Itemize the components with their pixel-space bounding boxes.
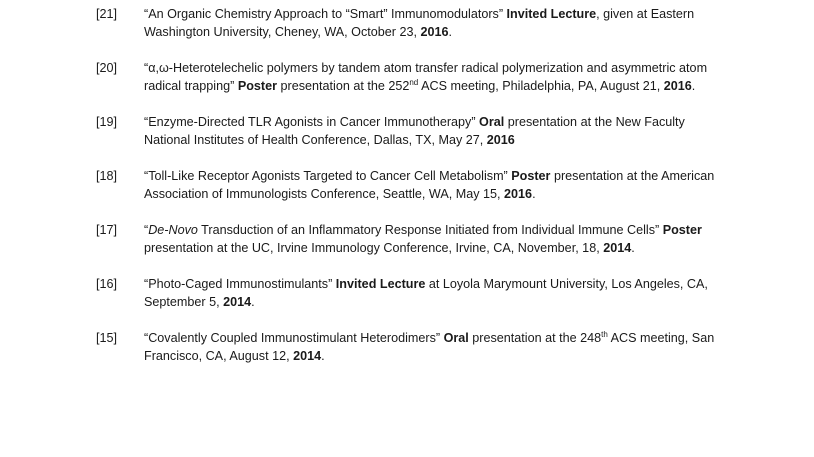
citation-text: “ <box>144 223 149 237</box>
list-item <box>0 167 814 221</box>
citation-text: . <box>448 25 453 39</box>
citation-text: ACS meeting, Philadelphia, PA, August 21, <box>418 79 664 93</box>
entry-number: [17] <box>96 223 118 237</box>
citation-text: . <box>691 79 696 93</box>
citation-text: . <box>532 187 536 201</box>
list-item <box>0 329 814 383</box>
list-item <box>0 5 814 59</box>
presentation-list <box>0 5 814 383</box>
citation-text: “Photo-Caged Immunostimulants” <box>144 277 336 291</box>
entry-citation <box>144 221 729 257</box>
entry-citation <box>144 329 729 365</box>
italic-text: De-Novo <box>148 223 198 237</box>
citation-text: at Loyola Marymount University, Los Angeles, CA, September 5, <box>144 277 708 309</box>
entry-number: [16] <box>96 277 118 291</box>
bold-text: Poster <box>662 223 702 237</box>
entry-number: [20] <box>96 61 118 75</box>
entry-citation <box>144 113 729 149</box>
superscript-text: nd <box>409 78 419 87</box>
list-item <box>0 113 814 167</box>
entry-citation <box>144 5 729 41</box>
bold-text: 2016 <box>663 79 692 93</box>
bold-text: 2016 <box>504 187 533 201</box>
citation-text: presentation at the UC, Irvine Immunology Conference, Irvine, CA, November, 18, <box>144 241 604 255</box>
bold-text: Poster <box>511 169 551 183</box>
citation-text: “Toll-Like Receptor Agonists Targeted to Cancer Cell Metabolism” <box>144 169 512 183</box>
citation-text: . <box>631 241 635 255</box>
entry-citation <box>144 275 729 311</box>
entry-number: [21] <box>96 7 118 21</box>
citation-text: . <box>321 349 325 363</box>
citation-text: “α,ω-Heterotelechelic polymers by tandem atom transfer radical polymerization and asymmetric atom radical trapping” <box>144 61 708 93</box>
bold-text: Invited Lecture <box>335 277 426 291</box>
citation-text: “Enzyme-Directed TLR Agonists in Cancer Immunotherapy” <box>144 115 480 129</box>
citation-text: presentation at the American Association of Immunologists Conference, Seattle, WA, May 15, <box>144 169 715 201</box>
bold-text: 2014 <box>293 349 322 363</box>
citation-text: “Covalently Coupled Immunostimulant Heterodimers” <box>144 331 444 345</box>
bold-text: Oral <box>479 115 505 129</box>
entry-number: [18] <box>96 169 118 183</box>
superscript-text: th <box>601 330 608 339</box>
bold-text: 2016 <box>420 25 449 39</box>
entry-number: [15] <box>96 331 118 345</box>
citation-text: ACS meeting, San Francisco, CA, August 12, <box>144 331 715 363</box>
bold-text: Poster <box>237 79 278 93</box>
citation-text: . <box>251 295 255 309</box>
bold-text: Invited Lecture <box>506 7 597 21</box>
bold-text: 2014 <box>223 295 252 309</box>
bold-text: 2016 <box>486 133 515 147</box>
citation-text: presentation at the 248 <box>468 331 602 345</box>
list-item <box>0 221 814 275</box>
entry-citation <box>144 59 729 95</box>
citation-text: presentation at the 252 <box>277 79 410 93</box>
list-item <box>0 275 814 329</box>
citation-text: Transduction of an Inflammatory Response Initiated from Individual Immune Cells” <box>197 223 663 237</box>
citation-text: presentation at the New Faculty National Institutes of Health Conference, Dallas, TX, May 27, <box>144 115 685 147</box>
entry-number: [19] <box>96 115 118 129</box>
list-item <box>0 59 814 113</box>
citation-text: , given at Eastern Washington University, Cheney, WA, October 23, <box>144 7 695 39</box>
bold-text: Oral <box>443 331 469 345</box>
entry-citation <box>144 167 729 203</box>
citation-text: “An Organic Chemistry Approach to “Smart” Immunomodulators” <box>144 7 507 21</box>
bold-text: 2014 <box>603 241 632 255</box>
